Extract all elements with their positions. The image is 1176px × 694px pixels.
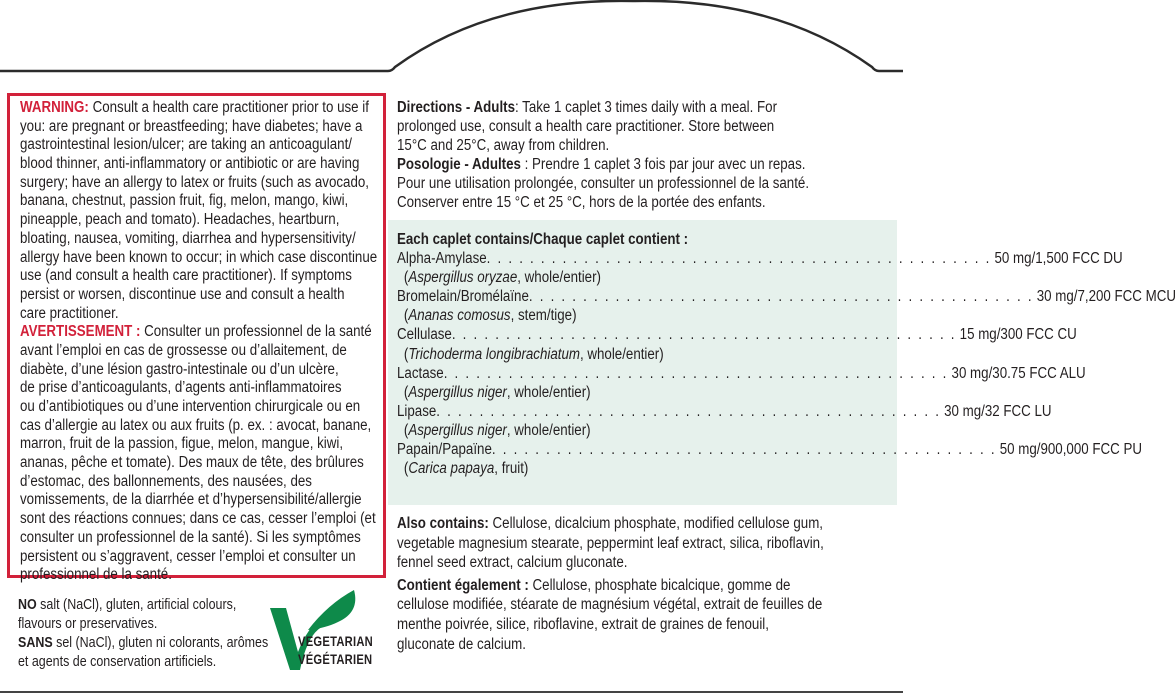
warning-en-line — [20, 305, 381, 324]
ingredient-amount: 15 mg/300 FCC CU — [959, 326, 1077, 344]
warning-en-line — [20, 136, 381, 155]
ingredient-amount: 30 mg/32 FCC LU — [944, 402, 1052, 420]
also-contains-en-text: Cellulose, dicalcium phosphate, modified cellulose gum, — [488, 515, 824, 532]
free-from-fr-line — [18, 653, 267, 672]
warning-fr-text: marron, fruit de la passion, figue, melon, mangue, kiwi, — [20, 435, 344, 453]
warning-en-line — [20, 249, 381, 268]
also-contains-en-line — [397, 553, 896, 573]
ingredient-name: Bromelain/Bromélaïne — [397, 288, 529, 306]
warning-fr-text: sont des réactions connues; dans ce cas, cesser l’emploi (et — [20, 510, 376, 528]
also-contains-fr-line — [397, 615, 896, 635]
warning-en-line — [20, 230, 381, 249]
warning-en-text: bloating, nausea, vomiting, diarrhea and hypersensitivity/ — [20, 229, 356, 247]
also-contains-fr-text: menthe poivrée, silice, riboflavine, extrait de graines de fenouil, — [397, 615, 769, 633]
free-from-en-text: flavours or preservatives. — [18, 616, 158, 632]
free-from-statement — [18, 596, 267, 672]
ingredient-amount: 30 mg/30.75 FCC ALU — [951, 364, 1086, 382]
warning-en-text: use (and consult a health care practitioner). If symptoms — [20, 267, 352, 285]
warning-fr-line — [20, 323, 381, 342]
warning-fr-line — [20, 417, 381, 436]
also-contains-en-line — [397, 534, 896, 554]
warning-fr-text: diabète, d’une lésion gastro-intestinale ou d’un ulcère, — [20, 360, 339, 378]
warning-fr-text: d’estomac, des ballonnements, des nausées, des — [20, 472, 312, 490]
warning-en-line — [20, 267, 381, 286]
logo-text-en: VEGETARIAN — [298, 633, 373, 649]
ingredient-source-part: , whole/entier) — [506, 383, 591, 401]
vegetarian-logo — [268, 590, 378, 675]
ingredient-source-part: , fruit) — [494, 460, 529, 478]
directions-en-text: 15°C and 25°C, away from children. — [397, 137, 610, 154]
free-from-en-text: salt (NaCl), gluten, artificial colours, — [36, 597, 237, 613]
ingredient-name: Cellulase — [397, 326, 452, 344]
also-contains-en-label: Also contains: — [397, 515, 489, 532]
free-from-fr-text: et agents de conservation artificiels. — [18, 654, 217, 670]
warning-fr-text: ananas, pêche et tomate). Des maux de tête, des brûlures — [20, 454, 364, 472]
leader-dots: . . . . . . . . . . . . . . . . . . . . . . . . . . . . . . . . . . . . . . . . . . . . . . . — [436, 402, 941, 420]
warning-en-line — [20, 286, 381, 305]
ingredient-source-latin: Aspergillus niger — [408, 421, 507, 439]
directions-fr-line — [397, 193, 896, 212]
ingredient-source: (Aspergillus niger, whole/entier) — [403, 421, 591, 439]
warning-en-text: gastrointestinal lesion/ulcer; are taking an anticoagulant/ — [20, 136, 352, 154]
warning-en-line — [20, 211, 381, 230]
ingredient-row — [397, 325, 1077, 344]
warning-en-text: Consult a health care practitioner prior to use if — [88, 99, 369, 116]
warning-fr-text: consulter un professionnel de la santé). Si les symptômes — [20, 528, 361, 546]
also-contains-fr-line — [397, 595, 896, 615]
warning-fr-line — [20, 566, 381, 585]
ingredient-source: (Aspergillus niger, whole/entier) — [403, 383, 591, 401]
warning-fr-line — [20, 398, 381, 417]
warning-en-line — [20, 155, 381, 174]
free-from-fr-label: SANS — [18, 635, 53, 651]
ingredient-source: (Trichoderma longibrachiatum, whole/entier) — [403, 345, 664, 363]
warning-fr-line — [20, 454, 381, 473]
directions-fr-line — [397, 174, 896, 193]
warning-fr-line — [20, 473, 381, 492]
ingredient-name: Lipase — [397, 402, 437, 420]
ingredient-amount: 30 mg/7,200 FCC MCU — [1036, 288, 1176, 306]
warning-en-text: banana, chestnut, passion fruit, fig, melon, mango, kiwi, — [20, 192, 349, 210]
warning-en-text: you: are pregnant or breastfeeding; have diabetes; have a — [20, 117, 363, 135]
ingredient-amount: 50 mg/900,000 FCC PU — [999, 441, 1142, 459]
ingredient-source-part: , stem/tige) — [510, 307, 577, 325]
ingredients-heading: Each caplet contains/Chaque caplet contient : — [397, 231, 689, 248]
warning-fr-text: de prise d’anticoagulants, d’agents anti-inflammatoires — [20, 379, 342, 397]
ingredient-name: Papain/Papaïne — [397, 441, 492, 459]
warning-fr-line — [20, 491, 381, 510]
also-contains-en-text: vegetable magnesium stearate, peppermint leaf extract, silica, riboflavin, — [397, 534, 824, 552]
ingredient-row — [397, 287, 1176, 306]
ingredients-list — [397, 230, 1176, 478]
also-contains-fr-line — [397, 635, 896, 655]
warning-fr-line — [20, 548, 381, 567]
also-contains-fr-text: gluconate de calcium. — [397, 635, 526, 653]
ingredient-source: (Ananas comosus, stem/tige) — [403, 307, 577, 325]
directions-en-text: : Take 1 caplet 3 times daily with a meal. For — [515, 99, 778, 116]
free-from-en-line — [18, 596, 267, 615]
warning-fr-line — [20, 361, 381, 380]
directions-fr-line — [397, 155, 896, 174]
ingredient-source-latin: Aspergillus oryzae — [408, 269, 518, 287]
warning-en-line — [20, 174, 381, 193]
logo-text-fr: VÉGÉTARIEN — [298, 651, 373, 667]
warning-en-text: persist or worsen, discontinue use and consult a health — [20, 285, 345, 303]
warning-fr-text: persistent ou s’aggravent, cesser l’emploi et consulter un — [20, 547, 356, 565]
directions — [397, 98, 896, 212]
directions-fr-label: Posologie - Adultes — [397, 156, 521, 173]
leader-dots: . . . . . . . . . . . . . . . . . . . . . . . . . . . . . . . . . . . . . . . . . . . . . . . — [491, 441, 997, 459]
warning-en-text: pineapple, peach and tomato). Headaches, heartburn, — [20, 211, 340, 229]
ingredient-source-part: , whole/entier) — [506, 421, 591, 439]
warning-fr-line — [20, 435, 381, 454]
warning-en-label: WARNING: — [20, 99, 89, 116]
cap-outline — [0, 1, 903, 71]
free-from-en-line — [18, 615, 267, 634]
directions-fr-text: Conserver entre 15 °C et 25 °C, hors de la portée des enfants. — [397, 194, 766, 211]
warning-fr-label: AVERTISSEMENT : — [20, 323, 141, 341]
ingredient-row — [397, 249, 1123, 268]
warning-en-line — [20, 99, 381, 118]
directions-fr-text: : Prendre 1 caplet 3 fois par jour avec un repas. — [520, 156, 806, 173]
warning-en-line — [20, 192, 381, 211]
leader-dots: . . . . . . . . . . . . . . . . . . . . . . . . . . . . . . . . . . . . . . . . . . . . . . . — [451, 326, 957, 344]
ingredient-name: Alpha-Amylase — [397, 250, 487, 268]
ingredient-source-latin: Trichoderma longibrachiatum — [408, 345, 580, 363]
warning-en-line — [20, 118, 381, 137]
warning-text — [20, 99, 381, 585]
ingredient-source-part: , whole/entier) — [517, 269, 601, 287]
warning-fr-text: professionnel de la santé. — [20, 566, 172, 584]
directions-en-line — [397, 117, 896, 136]
ingredient-source-latin: Ananas comosus — [408, 307, 511, 325]
warning-fr-line — [20, 510, 381, 529]
warning-fr-text: ou d’antibiotiques ou d’une intervention chirurgicale ou en — [20, 398, 361, 415]
ingredient-row — [397, 402, 1052, 421]
also-contains-fr-line — [397, 576, 896, 596]
also-contains-en-line — [397, 514, 896, 534]
ingredient-source-latin: Carica papaya — [408, 460, 495, 478]
leader-dots: . . . . . . . . . . . . . . . . . . . . . . . . . . . . . . . . . . . . . . . . . . . . . . . — [443, 364, 949, 382]
directions-fr-text: Pour une utilisation prolongée, consulter un professionnel de la santé. — [397, 175, 810, 192]
also-contains-fr-text: cellulose modifiée, stéarate de magnésium végétal, extrait de feuilles de — [397, 596, 823, 614]
also-contains-en-text: fennel seed extract, calcium gluconate. — [397, 554, 628, 572]
directions-en-line — [397, 98, 896, 117]
warning-fr-text: vomissements, de la diarrhée et d’hypersensibilité/allergie — [20, 491, 362, 509]
ingredient-source: (Aspergillus oryzae, whole/entier) — [403, 269, 601, 287]
ingredient-name: Lactase — [397, 364, 444, 382]
ingredient-row — [397, 440, 1142, 459]
directions-en-line — [397, 136, 896, 155]
free-from-fr-text: sel (NaCl), gluten ni colorants, arômes — [52, 635, 269, 651]
warning-fr-line — [20, 379, 381, 398]
free-from-en-label: NO — [18, 597, 37, 613]
warning-fr-line — [20, 342, 381, 361]
warning-en-text: care practitioner. — [20, 304, 119, 322]
ingredient-row — [397, 364, 1086, 383]
warning-fr-line — [20, 529, 381, 548]
ingredient-amount: 50 mg/1,500 FCC DU — [994, 250, 1123, 268]
also-contains-fr-text: Cellulose, phosphate bicalcique, gomme de — [528, 576, 791, 594]
warning-en-text: allergy have been known to occur; in which case discontinue — [20, 248, 378, 266]
warning-en-text: surgery; have an allergy to latex or fruits (such as avocado, — [20, 173, 369, 191]
warning-fr-text: avant l’emploi en cas de grossesse ou d’allaitement, de — [20, 341, 347, 359]
also-contains-fr-label: Contient également : — [397, 576, 529, 594]
leader-dots: . . . . . . . . . . . . . . . . . . . . . . . . . . . . . . . . . . . . . . . . . . . . . . . — [486, 250, 992, 268]
ingredient-source-latin: Aspergillus niger — [408, 383, 507, 401]
ingredient-source: (Carica papaya, fruit) — [403, 460, 529, 478]
leader-dots: . . . . . . . . . . . . . . . . . . . . . . . . . . . . . . . . . . . . . . . . . . . . . . . — [528, 288, 1034, 306]
warning-fr-text: cas d’allergie au latex ou aux fruits (p. ex. : avocat, banane, — [20, 416, 372, 434]
warning-en-text: blood thinner, anti-inflammatory or antibiotic or are having — [20, 155, 360, 173]
ingredient-source-part: , whole/entier) — [579, 345, 664, 363]
directions-en-label: Directions - Adults — [397, 99, 516, 116]
non-medicinal-ingredients — [397, 514, 896, 654]
warning-fr-text: Consulter un professionnel de la santé — [140, 323, 372, 341]
free-from-fr-line — [18, 634, 267, 653]
medicinal-ingredients-box — [388, 220, 1176, 505]
directions-en-text: prolonged use, consult a health care practitioner. Store between — [397, 118, 775, 135]
warning-box — [7, 93, 386, 584]
